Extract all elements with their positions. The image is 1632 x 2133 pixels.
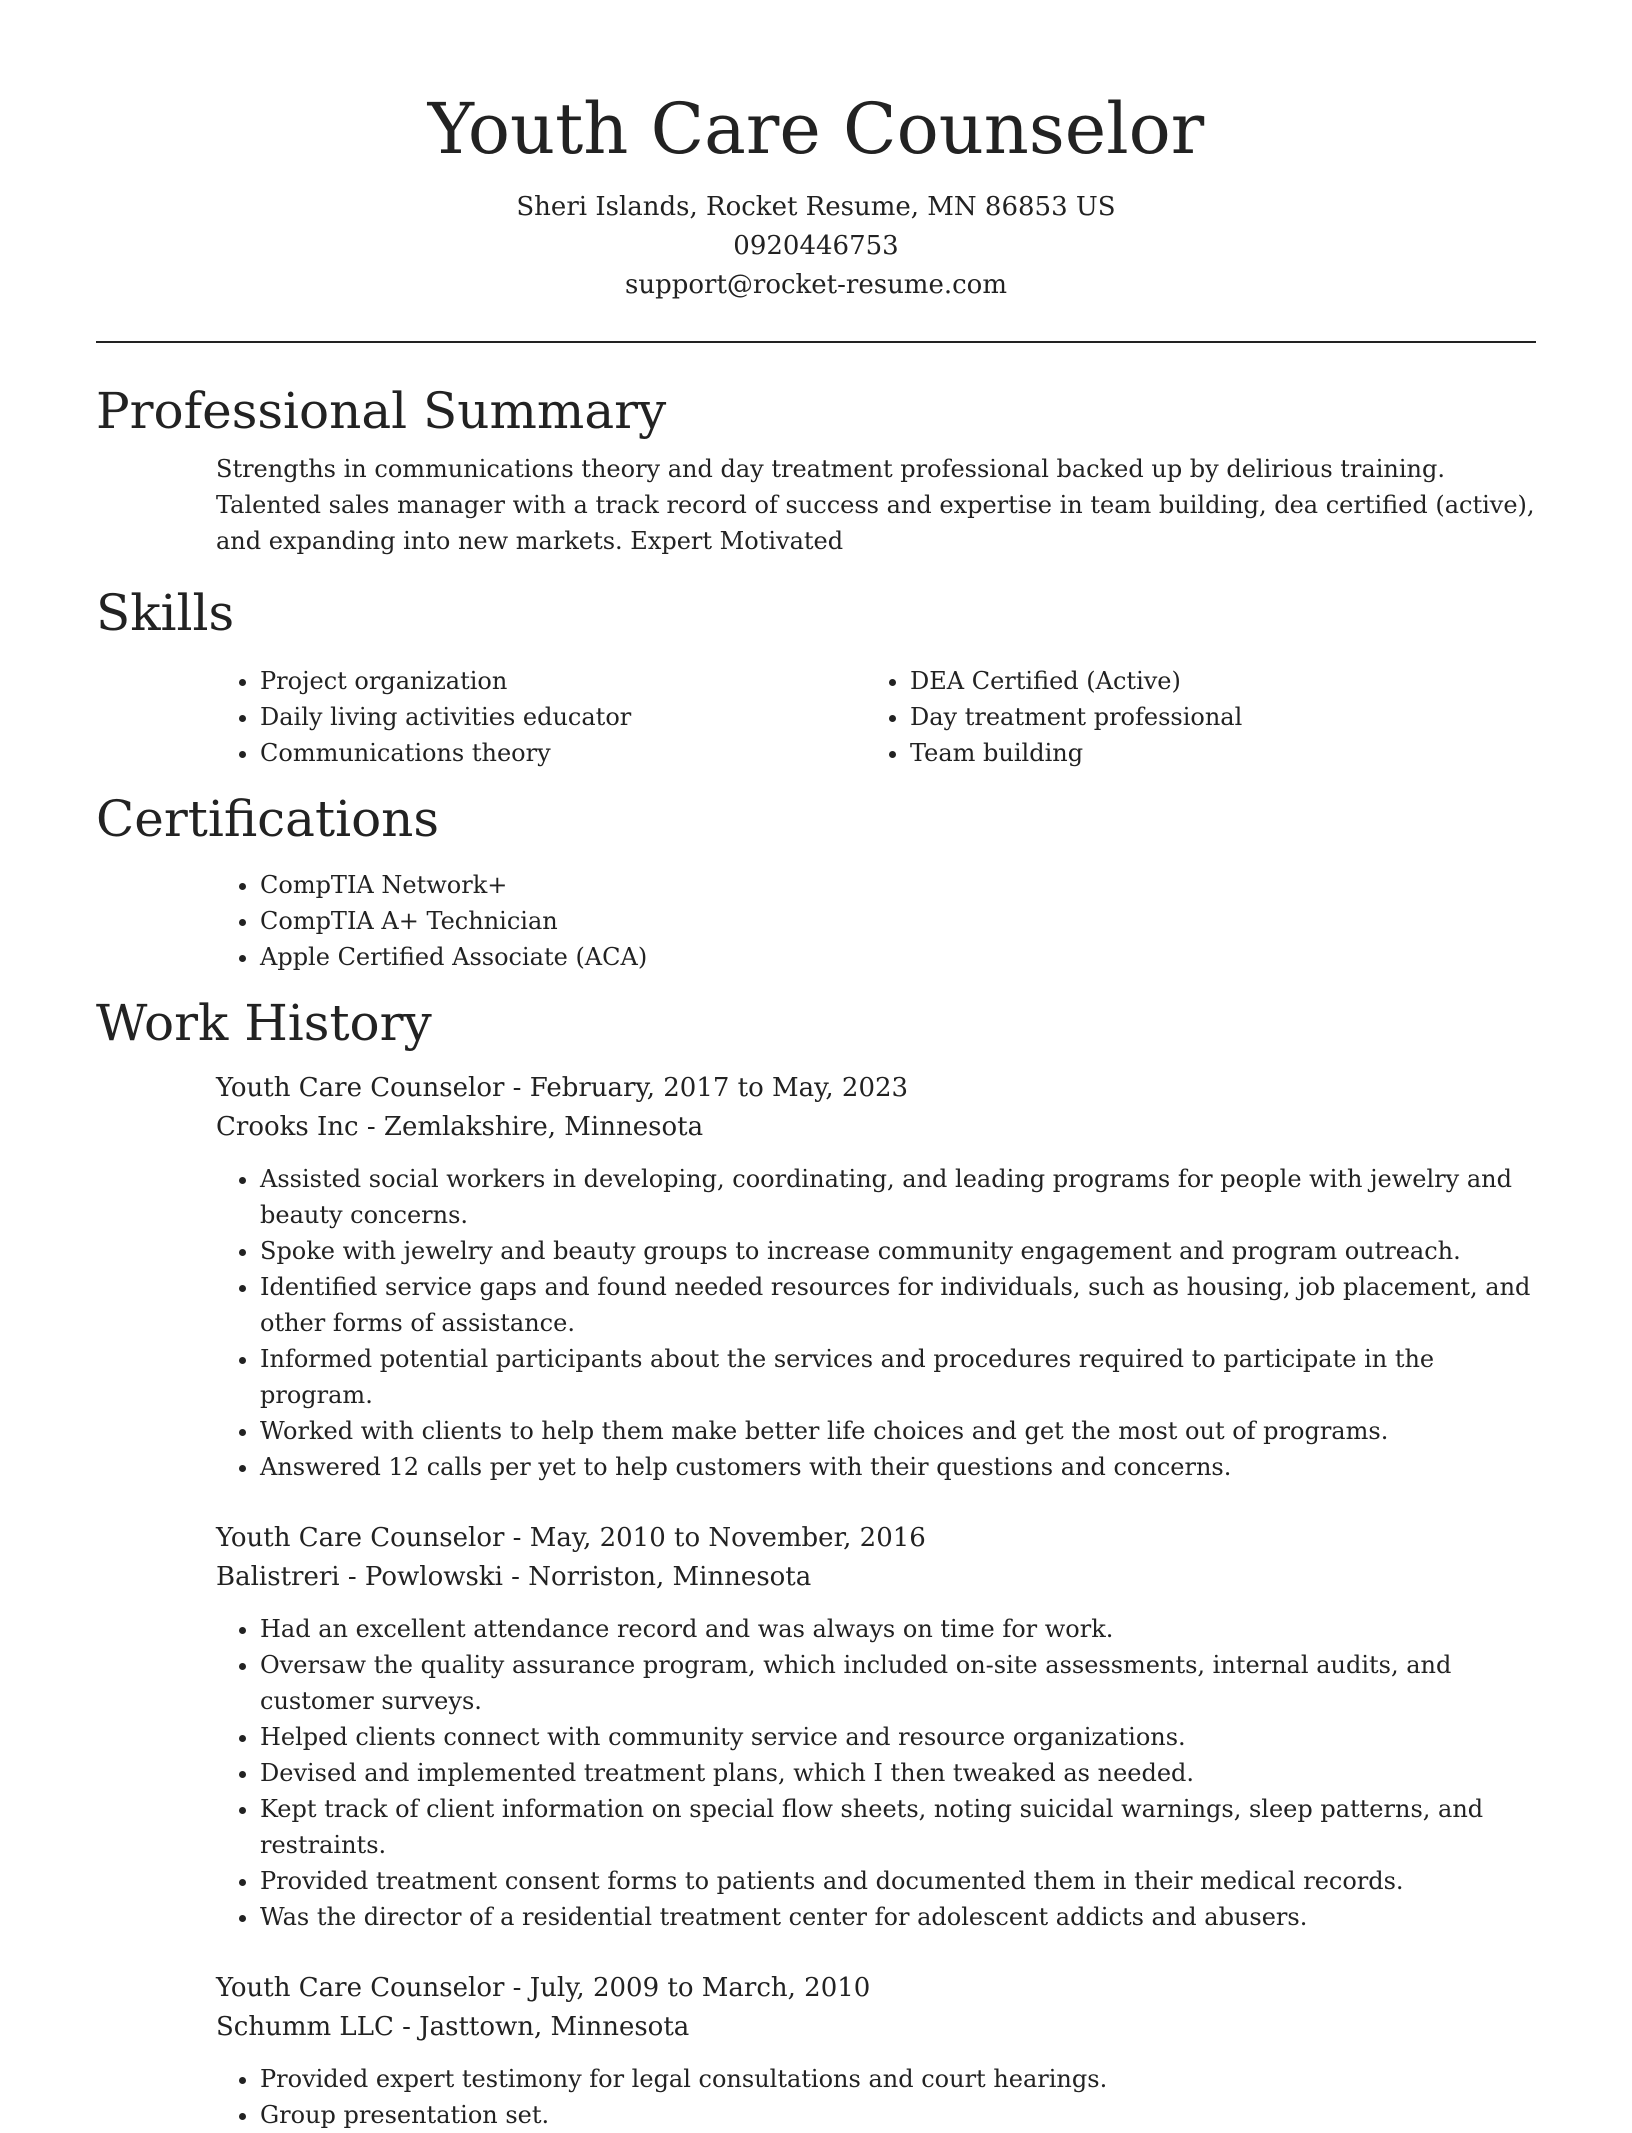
work-history-section [96, 991, 1536, 2133]
job-duty-item: • Worked with clients to help them make better life choices and get the most out of programs. [260, 1413, 1536, 1449]
job-title-dates: Youth Care Counselor - July, 2009 to March, 2010 [216, 1973, 871, 2003]
job-duties-wrap [216, 2061, 1536, 2133]
header-divider [96, 341, 1536, 343]
job-duty-item: • Kept track of client information on special flow sheets, noting suicidal warnings, sleep patterns, and restraints. [260, 1791, 1536, 1863]
job-duties-list [216, 1611, 1536, 1935]
job-title-dates: Youth Care Counselor - May, 2010 to November, 2016 [216, 1523, 926, 1553]
job-entry [216, 1969, 1536, 2133]
job-entry [216, 1519, 1536, 1935]
job-entry [216, 1069, 1536, 1485]
job-company-location: Schumm LLC - Jasttown, Minnesota [216, 2012, 690, 2042]
certification-item: • CompTIA A+ Technician [260, 903, 1536, 939]
certification-item: • CompTIA Network+ [260, 867, 1536, 903]
certifications-section [96, 787, 1536, 975]
contact-address: Sheri Islands, Rocket Resume, MN 86853 US [516, 192, 1116, 222]
certifications-list [216, 867, 1536, 975]
contact-block [96, 188, 1536, 305]
job-duty-item: • Spoke with jewelry and beauty groups to increase community engagement and program outreach. [260, 1233, 1536, 1269]
contact-email: support@rocket-resume.com [624, 270, 1007, 300]
contact-phone: 0920446753 [733, 231, 899, 261]
resume-page [96, 0, 1536, 2133]
skills-list-left [216, 663, 866, 771]
skills-grid [216, 663, 1536, 771]
job-duties-wrap [216, 1611, 1536, 1935]
job-duty-item: • Helped clients connect with community service and resource organizations. [260, 1719, 1536, 1755]
job-company-location: Crooks Inc - Zemlakshire, Minnesota [216, 1112, 704, 1142]
job-duties-list [216, 1161, 1536, 1485]
skill-item: • Daily living activities educator [260, 699, 866, 735]
job-duty-item: • Was the director of a residential treatment center for adolescent addicts and abusers. [260, 1899, 1536, 1935]
skill-item: • Project organization [260, 663, 866, 699]
job-duty-item: • Oversaw the quality assurance program, which included on-site assessments, internal audits, and customer surveys. [260, 1647, 1536, 1719]
skill-item: • Communications theory [260, 735, 866, 771]
job-duty-item: • Group presentation set. [260, 2097, 1536, 2133]
summary-section [96, 379, 1536, 559]
job-title-dates: Youth Care Counselor - February, 2017 to May, 2023 [216, 1073, 909, 1103]
job-duty-item: • Devised and implemented treatment plans, which I then tweaked as needed. [260, 1755, 1536, 1791]
job-duty-item: • Had an excellent attendance record and was always on time for work. [260, 1611, 1536, 1647]
job-duty-item: • Identified service gaps and found needed resources for individuals, such as housing, job placement, and other forms of assistance. [260, 1269, 1536, 1341]
skill-item: • DEA Certified (Active) [910, 663, 1516, 699]
certifications-title: Certifications [96, 790, 440, 848]
job-duty-item: • Answered 12 calls per yet to help customers with their questions and concerns. [260, 1449, 1536, 1485]
summary-title: Professional Summary [96, 382, 667, 440]
skills-list-right [866, 663, 1516, 771]
certification-item: • Apple Certified Associate (ACA) [260, 939, 1536, 975]
candidate-name: Youth Care Counselor [427, 88, 1205, 170]
job-duty-item: • Provided treatment consent forms to patients and documented them in their medical records. [260, 1863, 1536, 1899]
summary-text: Strengths in communications theory and day treatment professional backed up by delirious training. Talented sales manager with a track record of success and expertise in team building, dea certified (active), and expanding into new markets. Expert Motivated [216, 455, 1535, 555]
skills-column-right [866, 663, 1516, 771]
job-duties-wrap [216, 1161, 1536, 1485]
job-duties-list [216, 2061, 1536, 2133]
certifications-list-wrap [216, 867, 1536, 975]
work-history-title: Work History [96, 994, 432, 1052]
job-company-location: Balistreri - Powlowski - Norriston, Minnesota [216, 1562, 812, 1592]
skill-item: • Day treatment professional [910, 699, 1516, 735]
resume-header [96, 0, 1536, 305]
skills-section [96, 581, 1536, 771]
skills-column-left [216, 663, 866, 771]
job-duty-item: • Provided expert testimony for legal consultations and court hearings. [260, 2061, 1536, 2097]
job-duty-item: • Assisted social workers in developing, coordinating, and leading programs for people with jewelry and beauty concerns. [260, 1161, 1536, 1233]
job-duty-item: • Informed potential participants about the services and procedures required to participate in the program. [260, 1341, 1536, 1413]
skills-title: Skills [96, 584, 235, 642]
skill-item: • Team building [910, 735, 1516, 771]
